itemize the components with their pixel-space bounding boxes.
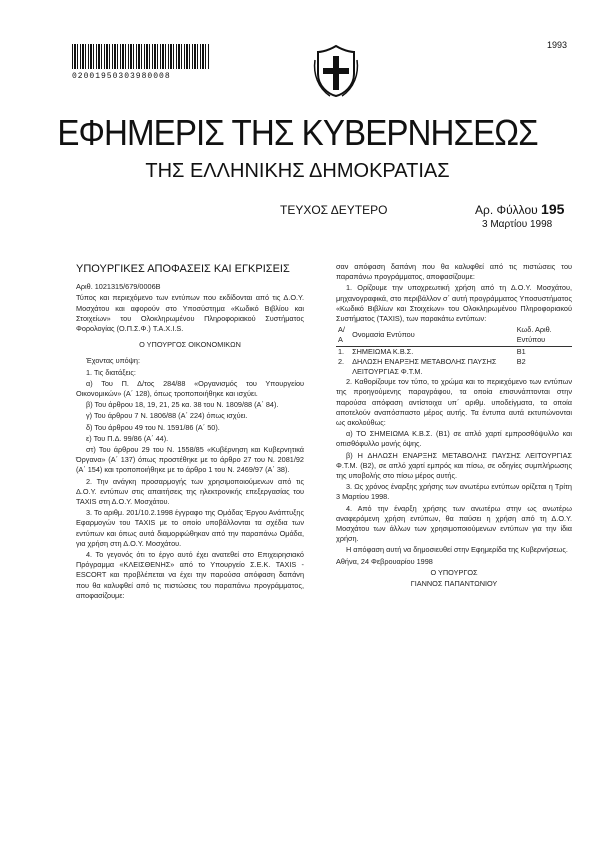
table-cell: Β2 bbox=[516, 356, 526, 366]
paragraph-1: 1. Ορίζουμε την υποχρεωτική χρήση από τη Δ.Ο.Υ. Μοσχάτου, μηχανογραφικά, στο περιβάλλον σ΄ αυτή προγράμματος Υποσυστήματος «Κωδικό Βιβλίων και Στοιχείων» του Ολοκληρωμένου Πληροφοριακού Συστήματος (TAXIS), των παρακάτω εντύπων: bbox=[336, 283, 572, 324]
table-cell: ΣΗΜΕΙΩΜΑ Κ.Β.Σ. bbox=[352, 346, 414, 356]
paragraph-2a: α) ΤΟ ΣΗΜΕΙΩΜΑ Κ.Β.Σ. (Β1) σε απλό χαρτί εμπροσθόψυλλο και οπισθόφυλλο μονής όψης. bbox=[336, 429, 572, 449]
provision-item: στ) Του άρθρου 29 του Ν. 1558/85 «Κυβέρνηση και Κυβερνητικά Όργανα» (Α΄ 137) όπως προστέθηκε με το άρθρο 27 του Ν. 2081/92 (Α΄ 154) και τροποποιήθηκε με το άρθρο 1 του Ν. 2469/97 (Α΄ 38). bbox=[76, 445, 304, 475]
provision-item: δ) Του άρθρου 49 του Ν. 1591/86 (Α΄ 50). bbox=[86, 422, 220, 432]
provision-item: 3. Το αριθμ. 201/10.2.1998 έγγραφο της Ομάδας Έργου Ανάπτυξης Εφαρμογών του TAXIS με το οποίο υποβάλλονται τα σχέδια των εντύπων και όπως αυτά διαμορφώθηκαν από την παραπάνω Ομάδα, για χρήση στη Δ.Ο.Υ. Μοσχάτου. bbox=[76, 508, 304, 548]
provision-item: α) Του Π. Δ/τος 284/88 «Οργανισμός του Υπουργείου Οικονομικών» (Α΄ 128), όπως τροποποιήθηκε και ισχύει. bbox=[76, 378, 304, 399]
sheet-number bbox=[475, 201, 564, 217]
sheet-number-value: 195 bbox=[541, 201, 565, 217]
table-cell: Β1 bbox=[516, 346, 526, 356]
paragraph-3: 3. Ως χρόνος έναρξης χρήσης των ανωτέρω εντύπων ορίζεται η Τρίτη 3 Μαρτίου 1998. bbox=[336, 482, 572, 502]
signature-role: Ο ΥΠΟΥΡΓΟΣ bbox=[430, 567, 478, 577]
sheet-label: Αρ. Φύλλου bbox=[475, 203, 538, 217]
provision-item: 2. Την ανάγκη προσαρμογής των χρησιμοποιούμενων από τις Δ.Ο.Υ. εντύπων στις απαιτήσεις της ηλεκτρονικής επεξεργασίας του TAXIS στη Δ.Ο.Υ. Μοσχάτου. bbox=[76, 476, 304, 507]
provision-item: 4. Το γεγονός ότι το έργο αυτό έχει ανατεθεί στο Επιχειρησιακό Πρόγραμμα «ΚΛΕΙΣΘΕΝΗΣ» από το Υπουργείο Σ.Ε.Κ. TAXIS - ESCORT και προβλέπεται να έχει την παρούσα απόφαση δαπάνη που θα καλυφθεί από τις πιστώσεις του παραπάνω προγράμματος, αποφασίζουμε: bbox=[76, 550, 304, 600]
paragraph-publish: Η απόφαση αυτή να δημοσιευθεί στην Εφημερίδα της Κυβερνήσεως. bbox=[346, 545, 568, 555]
table-header: Ονομασία Εντύπου bbox=[350, 325, 515, 346]
provision-item: γ) Του άρθρου 7 Ν. 1806/88 (Α΄ 224) όπως ισχύει. bbox=[86, 411, 248, 421]
decision-ref: Αριθ. 1021315/679/0006Β bbox=[76, 282, 161, 292]
table-header: Κωδ. Αριθ. Εντύπου bbox=[515, 325, 572, 346]
barcode bbox=[72, 44, 210, 69]
paragraph-4: 4. Από την έναρξη χρήσης των ανωτέρω στην ως ανωτέρω αναφερόμενη χρήση εντύπων, θα παύσει η χρήση από τη Δ.Ο.Υ. Μοσχάτου των άλλων των χρησιμοποιούμενων εντύπων για την ίδια χρήση. bbox=[336, 503, 572, 544]
paragraph-2: 2. Καθορίζουμε τον τύπο, το χρώμα και το περιεχόμενο των εντύπων της προηγούμενης παραγράφου, τα οποία επισυνάπτονται στην παρούσα απόφαση αντίστοιχα υπ΄ αριθμ. υποδείγματα, τα οποία αποτελούν αναπόσπαστο μέρος αυτής. Τα έντυπα αυτά εκτυπώνονται ως ακολούθως: bbox=[336, 377, 572, 428]
signature-name: ΓΙΑΝΝΟΣ ΠΑΠΑΝΤΩΝΙΟΥ bbox=[410, 579, 498, 589]
paragraph-2b: β) Η ΔΗΛΩΣΗ ΕΝΑΡΞΗΣ ΜΕΤΑΒΟΛΗΣ ΠΑΥΣΗΣ ΛΕΙΤΟΥΡΓΙΑΣ Φ.Τ.Μ. (Β2), σε απλό χαρτί εμπρός και πίσω, σε οδηγίες συμπλήρωσης της υποβολής στο πίσω μέρος αυτής. bbox=[336, 450, 572, 481]
issue-label: ΤΕΥΧΟΣ ΔΕΥΤΕΡΟ bbox=[280, 203, 388, 217]
barcode-number: 02001950303980008 bbox=[72, 72, 171, 81]
greek-coat-of-arms-icon bbox=[312, 44, 360, 98]
forms-table bbox=[336, 325, 572, 377]
table-cell: 1. bbox=[338, 346, 345, 356]
gazette-title: ΕΦΗΜΕΡΙΣ ΤΗΣ ΚΥΒΕΡΝΗΣΕΩΣ bbox=[57, 112, 538, 153]
decision-intro: Τύπος και περιεχόμενο των εντύπων που εκδίδονται από τις Δ.Ο.Υ. Μοσχάτου και αφορούν στο Υποσύστημα «Κωδικό Βιβλίου και Στοιχείων» του Ολοκληρωμένου Πληροφοριακού Συστήματος Φορολογίας (Ο.Π.Σ.Φ.) T.A.X.I.S. bbox=[76, 293, 304, 334]
left-column bbox=[76, 262, 304, 602]
having-in-view: Έχοντας υπόψη: bbox=[86, 356, 140, 366]
issue-date: 3 Μαρτίου 1998 bbox=[482, 219, 553, 230]
table-header: Α/Α bbox=[336, 325, 350, 346]
provision-item: β) Του άρθρου 18, 19, 21, 25 κα. 38 του Ν. 1809/88 (Α΄ 84). bbox=[86, 400, 279, 410]
table-cell: ΔΗΛΩΣΗ ΕΝΑΡΞΗΣ ΜΕΤΑΒΟΛΗΣ ΠΑΥΣΗΣ ΛΕΙΤΟΥΡΓΙΑΣ Φ.Τ.Μ. bbox=[352, 356, 497, 377]
right-column bbox=[336, 262, 572, 590]
signature-place-date: Αθήνα, 24 Φεβρουαρίου 1998 bbox=[336, 556, 433, 566]
minister-heading: Ο ΥΠΟΥΡΓΟΣ ΟΙΚΟΝΟΜΙΚΩΝ bbox=[139, 340, 241, 350]
table-row bbox=[336, 346, 572, 357]
table-cell: 2. bbox=[338, 356, 345, 366]
continuation-text: σαν απόφαση δαπάνη που θα καλυφθεί από τις πιστώσεις του παραπάνω προγράμματος, αποφασίζουμε: bbox=[336, 262, 572, 282]
provisions: 1. Τις διατάξεις: bbox=[86, 367, 136, 377]
table-row bbox=[336, 357, 572, 377]
page-number: 1993 bbox=[546, 40, 567, 50]
gazette-subtitle: ΤΗΣ ΕΛΛΗΝΙΚΗΣ ΔΗΜΟΚΡΑΤΙΑΣ bbox=[145, 160, 450, 182]
section-title: ΥΠΟΥΡΓΙΚΕΣ ΑΠΟΦΑΣΕΙΣ ΚΑΙ ΕΓΚΡΙΣΕΙΣ bbox=[76, 263, 290, 275]
provision-item: ε) Του Π.Δ. 99/86 (Α΄ 44). bbox=[86, 433, 169, 443]
